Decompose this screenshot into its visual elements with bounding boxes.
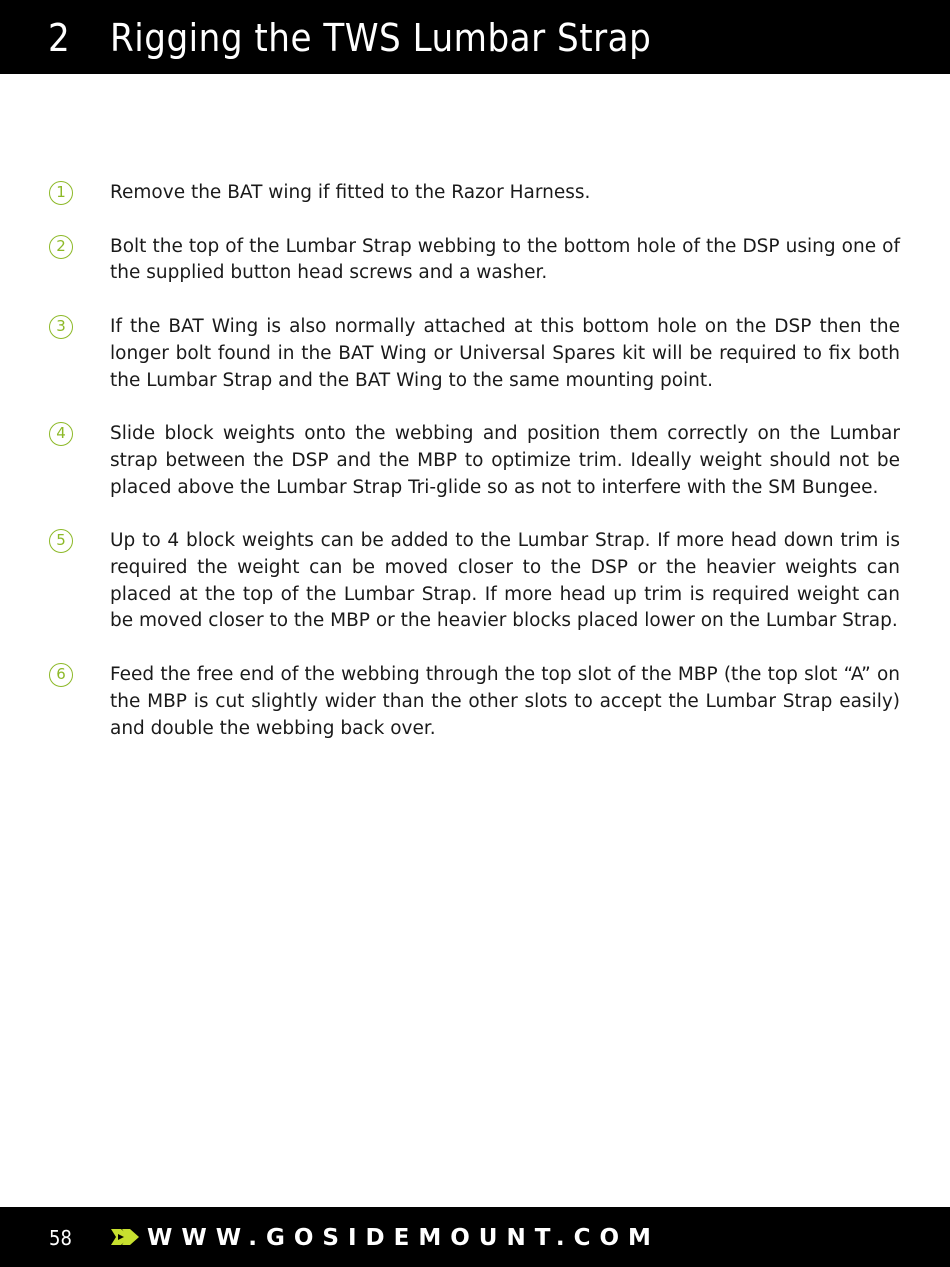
step-item [0,662,950,742]
step-text: Remove the BAT wing if fitted to the Razor Harness. [110,182,591,203]
step-item [0,314,950,394]
step-number-badge: 3 [49,315,73,339]
steps-list [0,180,950,769]
page-footer [0,1207,950,1267]
chapter-number: 2 [48,16,70,60]
page-header [0,0,950,74]
step-item [0,421,950,501]
step-number-badge: 2 [49,235,73,259]
page-title: Rigging the TWS Lumbar Strap [110,16,652,60]
website-link[interactable]: WWW.GOSIDEMOUNT.COM [147,1225,660,1251]
step-number-badge: 6 [49,663,73,687]
gosidemount-logo-icon [110,1227,140,1247]
step-number-badge: 1 [49,181,73,205]
step-text: Bolt the top of the Lumbar Strap webbing to the bottom hole of the DSP using one of the supplied button head screws and a washer. [110,235,900,284]
step-number-badge: 4 [49,422,73,446]
step-item [0,528,950,635]
step-item [0,180,950,207]
step-text: Feed the free end of the webbing through the top slot of the MBP (the top slot “A” on the MBP is cut slightly wider than the other slots to accept the Lumbar Strap easily) and double the webbing back over. [110,664,900,739]
page-number: 58 [49,1226,72,1250]
step-item [0,234,950,287]
step-text: If the BAT Wing is also normally attached at this bottom hole on the DSP then the longer bolt found in the BAT Wing or Universal Spares kit will be required to fix both the Lumbar Strap and the BAT Wing to the same mounting point. [110,316,900,391]
step-text: Up to 4 block weights can be added to the Lumbar Strap. If more head down trim is required the weight can be moved closer to the DSP or the heavier weights can placed at the top of the Lumbar Strap. If more head up trim is required weight can be moved closer to the MBP or the heavier blocks placed lower on the Lumbar Strap. [110,530,900,632]
step-text: Slide block weights onto the webbing and position them correctly on the Lumbar strap between the DSP and the MBP to optimize trim. Ideally weight should not be placed above the Lumbar Strap Tri-glide so as not to interfere with the SM Bungee. [110,423,900,498]
step-number-badge: 5 [49,529,73,553]
